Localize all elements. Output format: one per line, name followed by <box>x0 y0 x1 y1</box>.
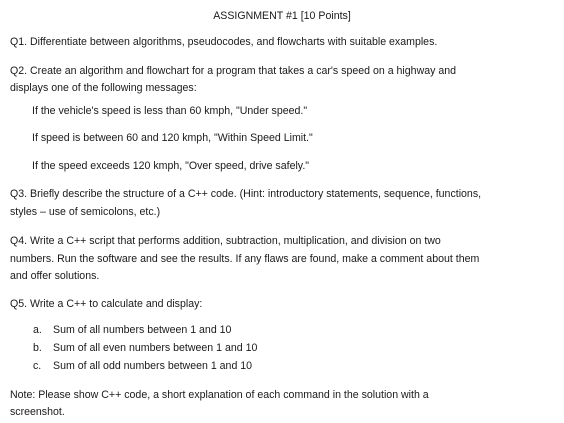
question-5-item-a <box>33 322 543 339</box>
list-marker: c. <box>33 360 42 372</box>
list-marker: a. <box>33 324 42 336</box>
question-4-line-1: Q4. Write a C++ script that performs addition, subtraction, multiplication, and division on two <box>10 235 441 247</box>
question-5-item-c <box>33 358 543 375</box>
list-item-text: Sum of all even numbers between 1 and 10 <box>53 342 258 354</box>
note-line-1: Note: Please show C++ code, a short explanation of each command in the solution with a <box>10 389 429 401</box>
question-3-line-2: styles – use of semicolons, etc.) <box>10 206 161 218</box>
assignment-title: ASSIGNMENT #1 [10 Points] <box>213 10 351 22</box>
question-5-intro: Q5. Write a C++ to calculate and display: <box>10 298 203 310</box>
question-2-line-1: Q2. Create an algorithm and flowchart for a program that takes a car's speed on a highway and <box>10 65 457 77</box>
question-3-line-1: Q3. Briefly describe the structure of a C++ code. (Hint: introductory statements, sequence, functions, <box>10 188 482 200</box>
question-2-line-2: displays one of the following messages: <box>10 82 197 94</box>
speed-message-under: If the vehicle's speed is less than 60 kmph, "Under speed." <box>32 105 308 117</box>
list-item-text: Sum of all odd numbers between 1 and 10 <box>53 360 253 372</box>
speed-message-within: If speed is between 60 and 120 kmph, "Within Speed Limit." <box>32 132 313 144</box>
note-line-2: screenshot. <box>10 406 65 418</box>
question-4-line-3: and offer solutions. <box>10 270 100 282</box>
question-4-line-2: numbers. Run the software and see the results. If any flaws are found, make a comment about them <box>10 253 480 265</box>
list-item-text: Sum of all numbers between 1 and 10 <box>53 324 232 336</box>
list-marker: b. <box>33 342 42 354</box>
speed-message-over: If the speed exceeds 120 kmph, "Over speed, drive safely." <box>32 160 310 172</box>
question-1: Q1. Differentiate between algorithms, pseudocodes, and flowcharts with suitable examples. <box>10 36 438 48</box>
question-5-item-b <box>33 340 543 357</box>
